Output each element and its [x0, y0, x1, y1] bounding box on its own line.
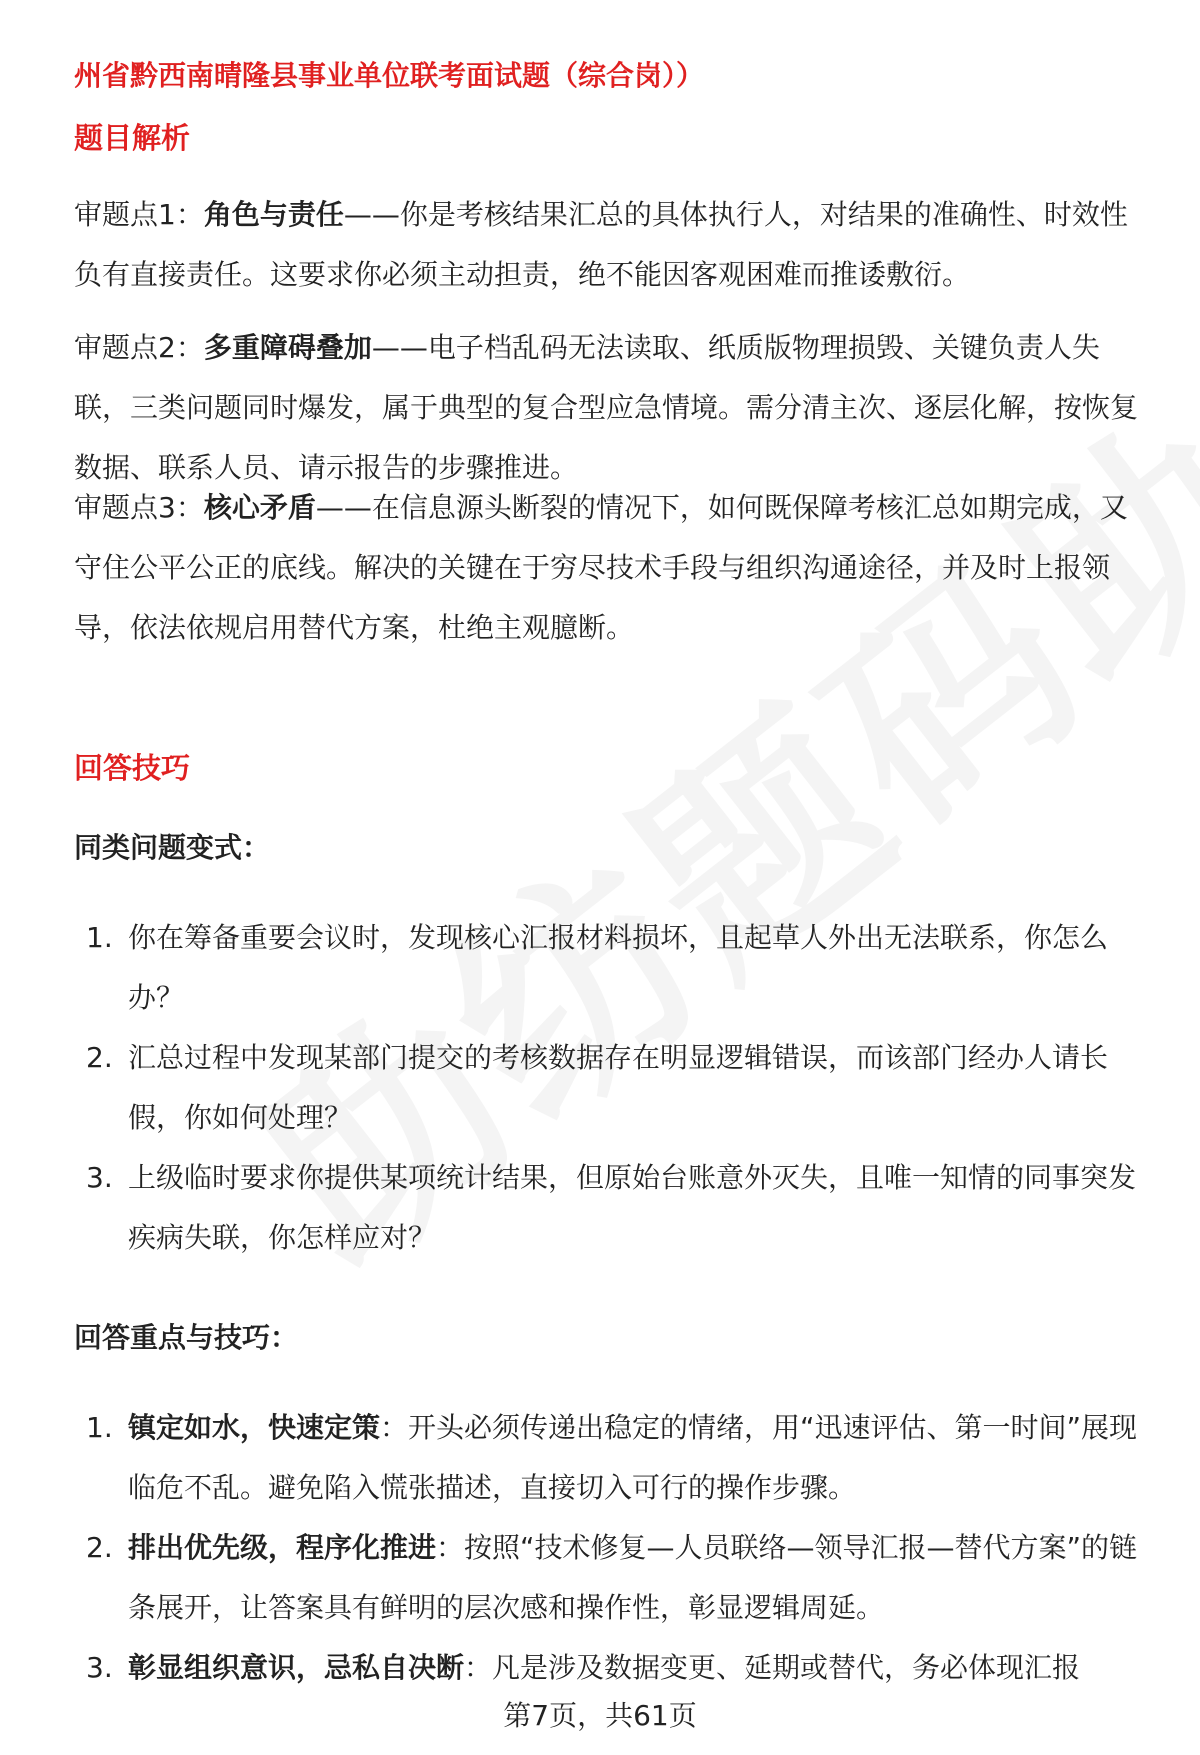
- list-number: 3.: [86, 1651, 113, 1684]
- list-number: 2.: [86, 1041, 113, 1074]
- tips-heading: 回答技巧: [74, 751, 191, 785]
- analysis-key: 角色与责任: [203, 198, 344, 231]
- keypoints-heading: 回答重点与技巧：: [74, 1321, 299, 1354]
- keypoint-key: 彰显组织意识，忌私自决断: [128, 1651, 465, 1684]
- keypoint-item-3: [74, 1638, 1142, 1698]
- keypoint-item-2: [74, 1518, 1142, 1638]
- variant-item-2: [74, 1028, 1142, 1148]
- keypoint-body: ：按照“技术修复—人员联络—领导汇报—替代方案”的链条展开，让答案具有鲜明的层次感和操作性，彰显逻辑周延。: [128, 1531, 1138, 1624]
- keypoint-text: [128, 1638, 1142, 1698]
- keypoint-key: 排出优先级，程序化推进: [128, 1531, 437, 1564]
- variant-text: 你在筹备重要会议时，发现核心汇报材料损坏，且起草人外出无法联系，你怎么办？: [128, 921, 1109, 1014]
- keypoint-body: ：开头必须传递出稳定的情绪，用“迅速评估、第一时间”展现临危不乱。避免陷入慌张描述，直接切入可行的操作步骤。: [128, 1411, 1138, 1504]
- analysis-label: 审题点2：: [74, 331, 204, 364]
- variant-text: 上级临时要求你提供某项统计结果，但原始台账意外灭失，且唯一知情的同事突发疾病失联，你怎样应对？: [128, 1161, 1137, 1254]
- analysis-text: ——电子档乱码无法读取、纸质版物理损毁、关键负责人失联，三类问题同时爆发，属于典型的复合型应急情境。需分清主次、逐层化解，按恢复数据、联系人员、请示报告的步骤推进。: [74, 331, 1139, 484]
- document-title: 州省黔西南晴隆县事业单位联考面试题（综合岗））: [74, 59, 705, 92]
- analysis-text: ——在信息源头断裂的情况下，如何既保障考核汇总如期完成，又守住公平公正的底线。解决的关键在于穷尽技术手段与组织沟通途径，并及时上报领导，依法依规启用替代方案，杜绝主观臆断。: [74, 491, 1128, 644]
- list-number: 1.: [86, 1411, 113, 1444]
- variant-item-1: [74, 908, 1142, 1028]
- list-number: 1.: [86, 921, 113, 954]
- variants-heading: 同类问题变式：: [74, 831, 271, 864]
- analysis-text: ——你是考核结果汇总的具体执行人，对结果的准确性、时效性负有直接责任。这要求你必须主动担责，绝不能因客观困难而推诿敷衍。: [74, 198, 1128, 291]
- keypoint-key: 镇定如水，快速定策: [128, 1411, 381, 1444]
- keypoint-text: [128, 1518, 1142, 1638]
- keypoint-body: ：凡是涉及数据变更、延期或替代，务必体现汇报: [464, 1651, 1081, 1684]
- page-number: 第7页，共61页: [503, 1699, 697, 1732]
- keypoint-text: [128, 1398, 1142, 1518]
- keypoint-item-1: [74, 1398, 1142, 1518]
- analysis-key: 多重障碍叠加: [203, 331, 372, 364]
- analysis-label: 审题点1：: [74, 198, 204, 231]
- analysis-point-2: [74, 318, 1142, 498]
- list-number: 3.: [86, 1161, 113, 1194]
- analysis-key: 核心矛盾: [203, 491, 316, 524]
- variant-item-3: [74, 1148, 1142, 1268]
- analysis-heading: 题目解析: [74, 121, 191, 155]
- analysis-point-3: [74, 478, 1142, 658]
- analysis-point-1: [74, 185, 1142, 305]
- analysis-label: 审题点3：: [74, 491, 204, 524]
- list-number: 2.: [86, 1531, 113, 1564]
- variant-text: 汇总过程中发现某部门提交的考核数据存在明显逻辑错误，而该部门经办人请长假，你如何处理？: [128, 1041, 1109, 1134]
